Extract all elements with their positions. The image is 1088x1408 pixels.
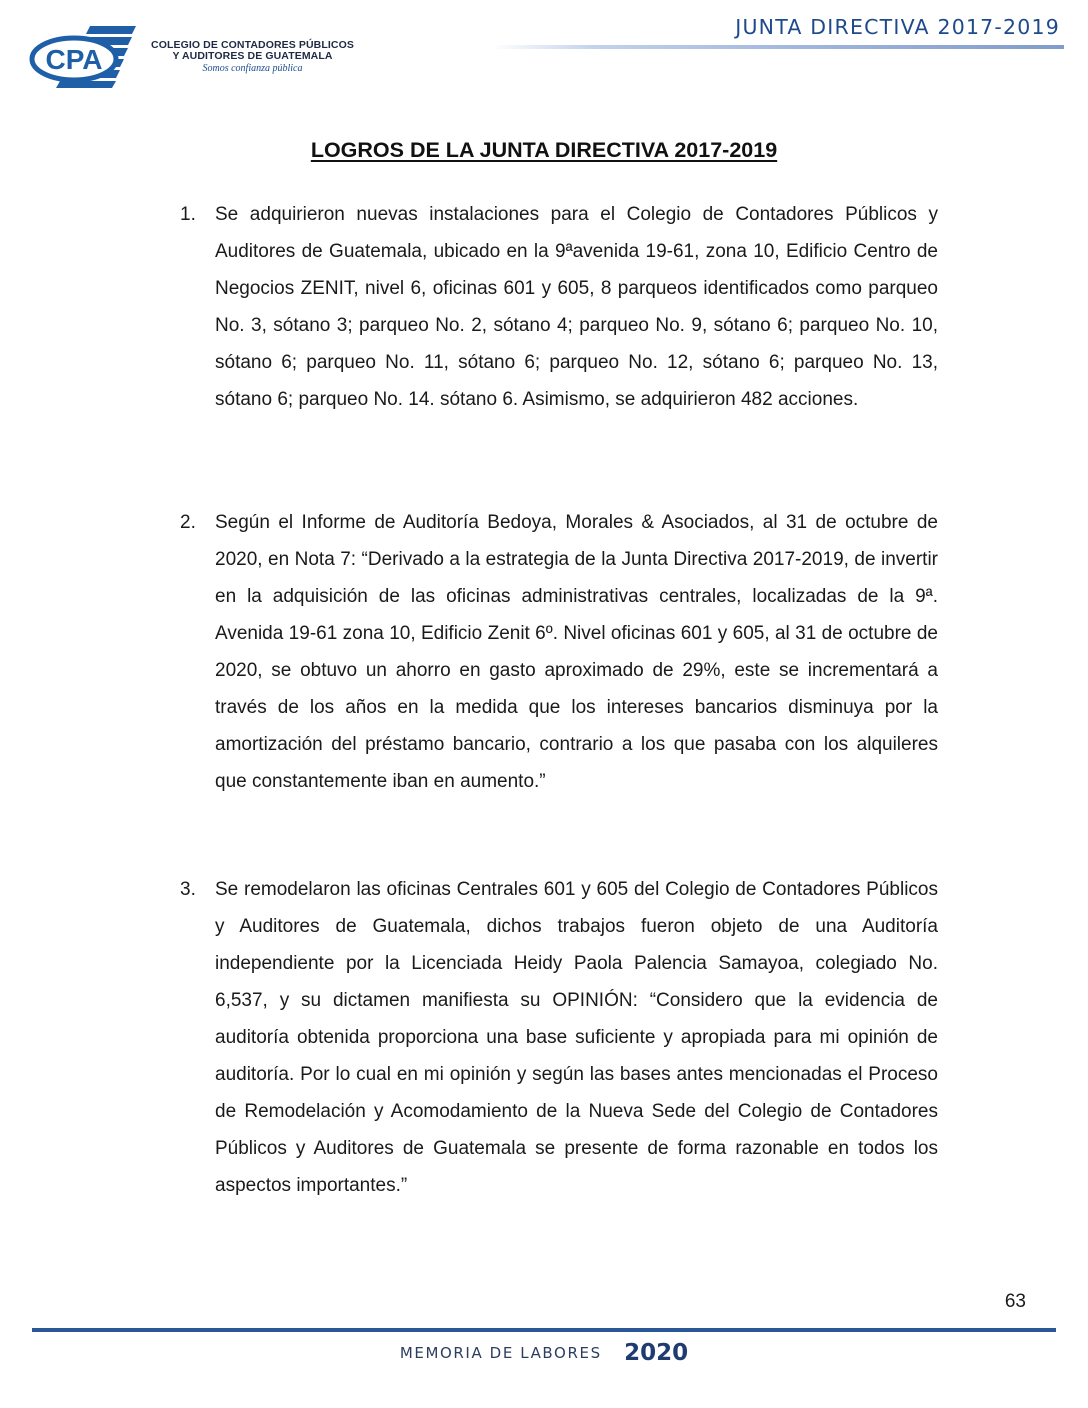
header-junta-title: JUNTA DIRECTIVA 2017-2019 [735, 15, 1060, 39]
org-name-line-1: COLEGIO DE CONTADORES PÚBLICOS [151, 39, 354, 51]
cpa-logo-text: CPA [45, 44, 103, 75]
list-item-text: Se adquirieron nuevas instalaciones para el Colegio de Contadores Públicos y Auditores de Guatemala, ubicado en la 9ªavenida 19-61, zona 10, Edificio Centro de Negocios ZENIT, nivel 6, oficinas 601 y 605, 8 parqueos identificados como parqueo No. 3, sótano 3; parqueo No. 2, sótano 4; parqueo No. 9, sótano 6; parqueo No. 10, sótano 6; parqueo No. 11, sótano 6; parqueo No. 12, sótano 6; parqueo No. 13, sótano 6; parqueo No. 14. sótano 6. Asimismo, se adquirieron 482 acciones. [215, 204, 938, 410]
list-item-number: 3. [180, 879, 196, 900]
footer-year: 2020 [624, 1340, 689, 1366]
org-tagline: Somos confianza pública [202, 63, 303, 74]
organization-name [150, 40, 355, 74]
header-divider [492, 45, 1064, 49]
footer-divider [32, 1328, 1056, 1332]
footer [0, 1340, 1088, 1366]
list-item [180, 871, 938, 1204]
list-item-number: 2. [180, 512, 196, 533]
list-item-number: 1. [180, 204, 196, 225]
page-title: LOGROS DE LA JUNTA DIRECTIVA 2017-2019 [310, 138, 778, 162]
page-number: 63 [1004, 1291, 1026, 1312]
footer-memoria-label: MEMORIA DE LABORES [399, 1344, 602, 1362]
list-item [180, 504, 938, 800]
cpa-logo [28, 24, 138, 90]
org-name-line-2: Y AUDITORES DE GUATEMALA [172, 49, 333, 62]
list-item-text: Según el Informe de Auditoría Bedoya, Morales & Asociados, al 31 de octubre de 2020, en Nota 7: “Derivado a la estrategia de la Junta Directiva 2017-2019, de invertir en la adquisición de las oficinas administrativas centrales, localizadas de la 9ª. Avenida 19-61 zona 10, Edificio Zenit 6º. Nivel oficinas 601 y 605, al 31 de octubre de 2020, se obtuvo un ahorro en gasto aproximado de 29%, este se incrementará a través de los años en la medida que los intereses bancarios disminuya por la amortización del préstamo bancario, contrario a los que pasaba con los alquileres que constantemente iban en aumento.” [215, 512, 938, 792]
list-item-text: Se remodelaron las oficinas Centrales 601 y 605 del Colegio de Contadores Públicos y Auditores de Guatemala, dichos trabajos fueron objeto de una Auditoría independiente por la Licenciada Heidy Paola Palencia Samayoa, colegiado No. 6,537, y su dictamen manifiesta su OPINIÓN: “Considero que la evidencia de auditoría obtenida proporciona una base suficiente y apropiada para mi opinión de auditoría. Por lo cual en mi opinión y según las bases antes mencionadas el Proceso de Remodelación y Acomodamiento de la Nueva Sede del Colegio de Contadores Públicos y Auditores de Guatemala se presente de forma razonable en todos los aspectos importantes.” [215, 879, 938, 1196]
list-item [180, 196, 938, 418]
